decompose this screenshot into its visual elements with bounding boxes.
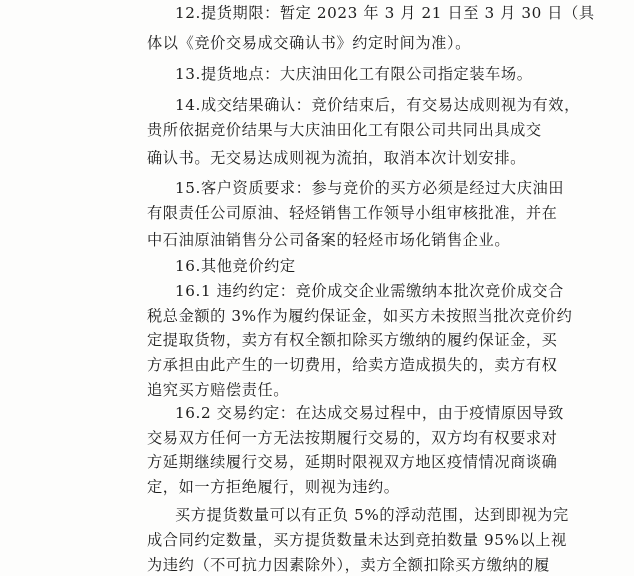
doc-line-17: 交易双方任何一方无法按期履行交易的，双方均有权要求对 [147, 429, 558, 447]
doc-line-15: 追究买方赔偿责任。 [147, 381, 290, 399]
doc-line-21: 成合同约定数量，买方提货数量未达到竞拍数量 95%以上视 [147, 531, 567, 549]
doc-line-11: 16.1 违约约定：竞价成交企业需缴纳本批次竞价成交合 [175, 282, 564, 300]
doc-line-16: 16.2 交易约定：在达成交易过程中，由于疫情原因导致 [175, 404, 564, 422]
doc-line-4: 14.成交结果确认：竞价结束后，有交易达成则视为有效， [175, 96, 580, 114]
doc-line-12: 税总金额的 3%作为履约保证金，如买方未按照当批次竞价约 [147, 307, 573, 325]
doc-line-6: 确认书。无交易达成则视为流拍，取消本次计划安排。 [147, 149, 526, 167]
doc-line-7: 15.客户资质要求：参与竞价的买方必须是经过大庆油田 [175, 179, 565, 197]
doc-line-3: 13.提货地点：大庆油田化工有限公司指定装车场。 [175, 65, 533, 83]
doc-line-8: 有限责任公司原油、轻烃销售工作领导小组审核批准，并在 [147, 204, 558, 222]
doc-line-20: 买方提货数量可以有正负 5%的浮动范围，达到即视为完 [175, 506, 569, 524]
doc-line-2: 体以《竞价交易成交确认书》约定时间为准）。 [147, 34, 471, 52]
doc-line-10: 16.其他竞价约定 [175, 257, 296, 275]
doc-line-22: 为违约（不可抗力因素除外），卖方全额扣除买方缴纳的履 [147, 556, 550, 574]
doc-line-18: 方延期继续履行交易，延期时限视双方地区疫情情况商谈确 [147, 453, 558, 471]
doc-line-9: 中石油原油销售分公司备案的轻烃市场化销售企业。 [147, 231, 511, 249]
doc-line-5: 贵所依据竞价结果与大庆油田化工有限公司共同出具成交 [147, 121, 542, 139]
doc-line-19: 定，如一方拒绝履行，则视为违约。 [147, 478, 400, 496]
doc-line-14: 方承担由此产生的一切费用，给卖方造成损失的，卖方有权 [147, 356, 558, 374]
doc-line-13: 定提取货物，卖方有权全额扣除买方缴纳的履约保证金，买 [147, 331, 558, 349]
doc-line-1: 12.提货期限：暂定 2023 年 3 月 21 日至 3 月 30 日（具 [175, 4, 595, 22]
